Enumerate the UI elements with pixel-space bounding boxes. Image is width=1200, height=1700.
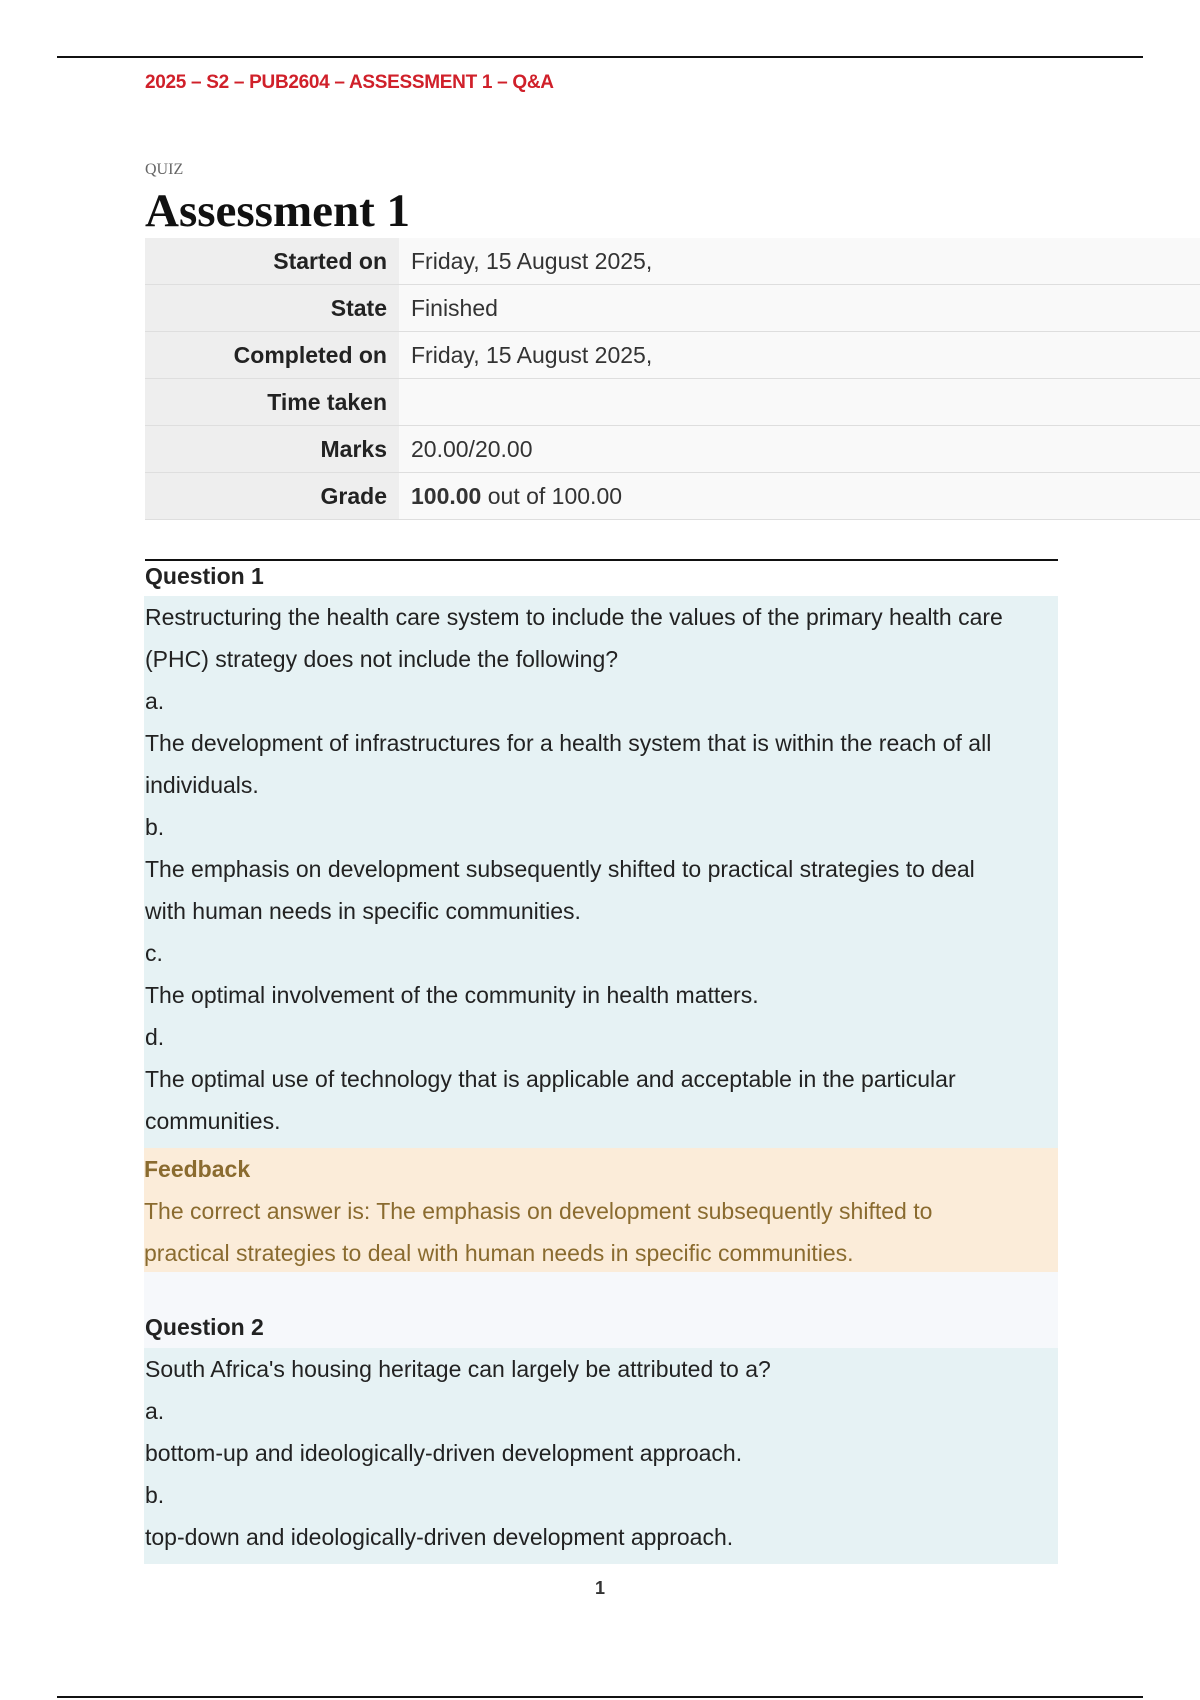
- question-2-heading: Question 2: [145, 1314, 264, 1340]
- question-text: Restructuring the health care system to include the values of the primary health care: [145, 604, 1003, 630]
- summary-row-completed: [145, 332, 1200, 379]
- question-gap: [144, 1272, 1058, 1356]
- option-text: bottom-up and ideologically-driven development approach.: [145, 1440, 743, 1466]
- question-text: (PHC) strategy does not include the following?: [145, 646, 619, 672]
- option-letter: c.: [145, 940, 163, 966]
- question-text: South Africa's housing heritage can largely be attributed to a?: [145, 1356, 771, 1382]
- option-letter: b.: [145, 814, 165, 840]
- grade-out-of: out of 100.00: [481, 482, 623, 509]
- summary-label: Marks: [145, 426, 399, 473]
- option-text: top-down and ideologically-driven development approach.: [145, 1524, 734, 1550]
- option-text: The development of infrastructures for a health system that is within the reach of all: [145, 730, 992, 756]
- option-letter: d.: [145, 1024, 165, 1050]
- summary-label: Completed on: [145, 332, 399, 379]
- option-text: with human needs in specific communities.: [145, 898, 581, 924]
- quiz-label: QUIZ: [145, 161, 184, 178]
- question-1-body: [144, 596, 1058, 1148]
- option-text: individuals.: [145, 772, 259, 798]
- summary-row-started: [145, 238, 1200, 285]
- top-rule: [57, 56, 1143, 58]
- option-text: communities.: [145, 1108, 281, 1134]
- feedback-text: The correct answer is: The emphasis on development subsequently shifted to: [144, 1198, 933, 1224]
- option-letter: a.: [145, 1398, 165, 1424]
- summary-value: [399, 473, 1200, 520]
- summary-label: State: [145, 285, 399, 332]
- question-2-body: [144, 1348, 1058, 1564]
- bottom-rule: [57, 1696, 1143, 1698]
- summary-row-state: [145, 285, 1200, 332]
- page-number: 1: [594, 1578, 605, 1598]
- option-text: The optimal involvement of the community in health matters.: [145, 982, 759, 1008]
- summary-row-marks: [145, 426, 1200, 473]
- summary-row-time-taken: [145, 379, 1200, 426]
- summary-value: Friday, 15 August 2025,: [399, 332, 1200, 379]
- page-title: Assessment 1: [145, 185, 411, 237]
- option-letter: a.: [145, 688, 165, 714]
- option-text: The emphasis on development subsequently shifted to practical strategies to deal: [145, 856, 975, 882]
- option-letter: b.: [145, 1482, 165, 1508]
- summary-row-grade: [145, 473, 1200, 520]
- feedback-title: Feedback: [144, 1156, 251, 1182]
- summary-value: 20.00/20.00: [399, 426, 1200, 473]
- document-header-title: 2025 – S2 – PUB2604 – ASSESSMENT 1 – Q&A: [145, 72, 554, 93]
- feedback-text: practical strategies to deal with human needs in specific communities.: [144, 1240, 854, 1266]
- question-1-feedback: [144, 1148, 1058, 1272]
- option-text: The optimal use of technology that is applicable and acceptable in the particular: [145, 1066, 956, 1092]
- attempt-summary-table: [145, 238, 1200, 520]
- summary-label: Grade: [145, 473, 399, 520]
- summary-value: [399, 379, 1200, 426]
- question-1-heading: Question 1: [145, 563, 264, 589]
- grade-score: 100.00: [411, 482, 482, 509]
- summary-label: Started on: [145, 238, 399, 285]
- summary-label: Time taken: [145, 379, 399, 426]
- summary-value: Friday, 15 August 2025,: [399, 238, 1200, 285]
- question-separator: [145, 559, 1058, 561]
- summary-value: Finished: [399, 285, 1200, 332]
